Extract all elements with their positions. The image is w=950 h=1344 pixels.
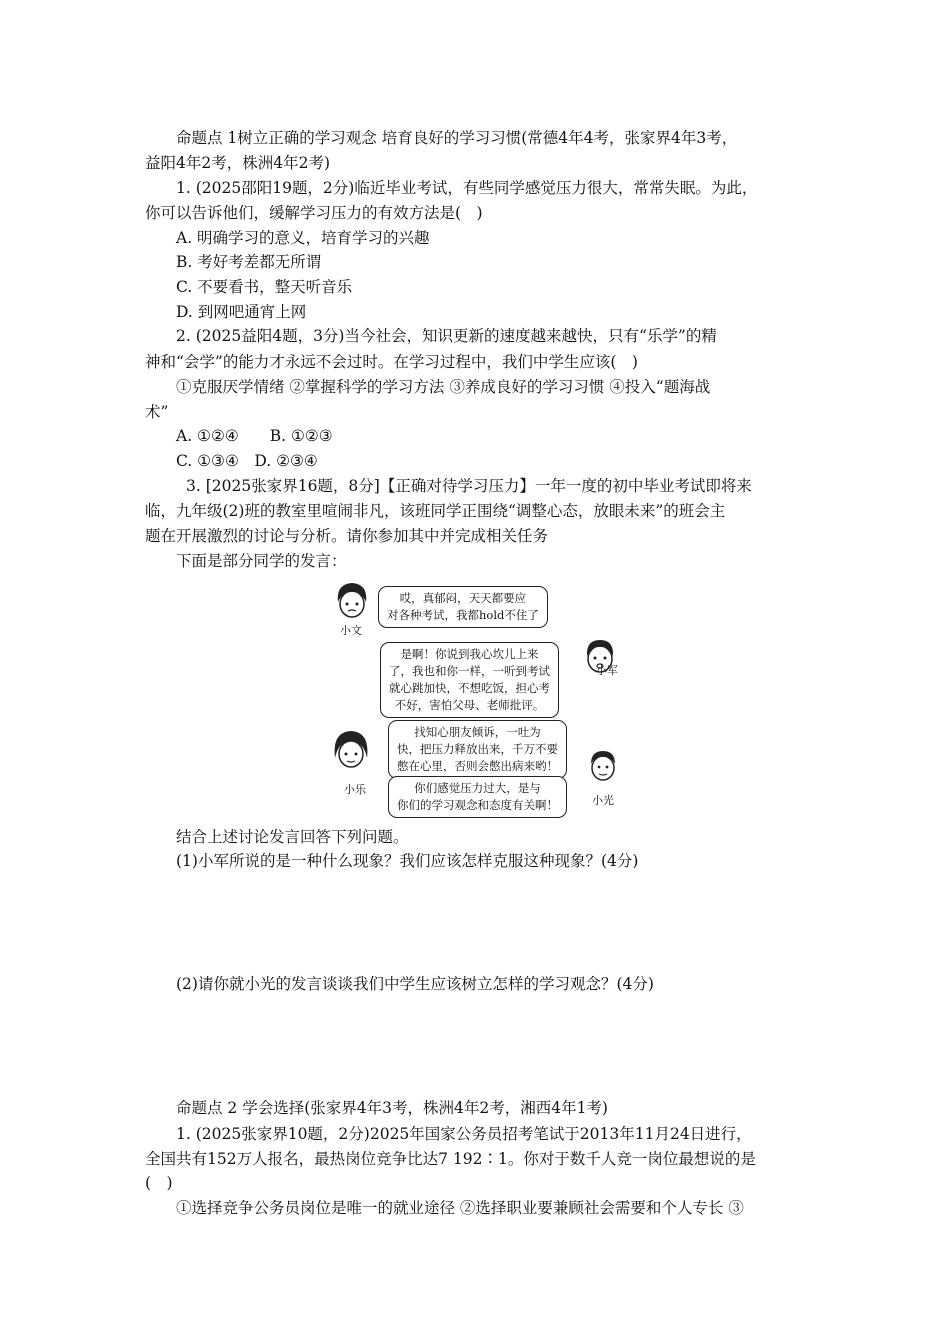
bubble3-line3: 憋在心里，否则会憋出病来哟！ [397, 759, 558, 773]
speech-bubble-xiaole [388, 720, 567, 779]
bubble3-line1: 找知心朋友倾诉，一吐为 [414, 725, 541, 739]
q3-stem-line1: 3. [2025张家界16题，8分]【正确对待学习压力】一年一度的初中毕业考试即将来 [186, 477, 752, 495]
q1-stem-line2: 你可以告诉他们，缓解学习压力的有效方法是( ) [145, 204, 483, 222]
q1-option-a: A. 明确学习的意义，培育学习的兴趣 [176, 229, 430, 247]
speech-bubble-xiaoguang [388, 776, 567, 818]
name-xiaole: 小乐 [344, 783, 366, 796]
bubble2-line4: 不好，害怕父母、老师批评。 [394, 698, 545, 712]
section1-heading-line2: 益阳4年2考，株洲4年2考) [145, 154, 330, 172]
student-xiaoguang-icon [586, 748, 620, 784]
bubble4-line2: 你们的学习观念和态度有关啊！ [397, 798, 558, 812]
name-xiaoguang: 小光 [592, 794, 614, 807]
q2-stem-line2: 神和“会学”的能力才永远不会过时。在学习过程中，我们中学生应该( ) [145, 353, 638, 371]
q2-stem-line1: 2. (2025益阳4题，3分)当今社会，知识更新的速度越来越快，只有“乐学”的精 [176, 327, 717, 345]
discussion-figure [330, 578, 620, 814]
q1-option-b: B. 考好考差都无所谓 [176, 253, 322, 271]
q1-option-d: D. 到网吧通宵上网 [176, 303, 307, 321]
name-xiaojun: 小军 [596, 664, 618, 677]
q3-stem-line3: 题在开展激烈的讨论与分析。请你参加其中并完成相关任务 [145, 527, 549, 545]
name-xiaowen: 小文 [340, 624, 362, 637]
speech-bubble-xiaowen [378, 586, 548, 628]
bubble1-line1: 哎，真郁闷，天天都要应 [399, 591, 527, 605]
speech-bubble-xiaojun [380, 642, 559, 718]
q4-items-line1: ①选择竞争公务员岗位是唯一的就业途径 ②选择职业要兼顾社会需要和个人专长 ③ [176, 1199, 744, 1217]
q2-items-line1: ①克服厌学情绪 ②掌握科学的学习方法 ③养成良好的学习习惯 ④投入“题海战 [176, 378, 711, 396]
bubble4-line1: 你们感觉压力过大，是与 [414, 781, 541, 795]
q1-option-c: C. 不要看书，整天听音乐 [176, 278, 353, 296]
q2-options-line1: A. ①②④ B. ①②③ [176, 427, 333, 445]
q4-stem-line3: ( ) [145, 1174, 173, 1192]
student-xiaowen-icon [332, 580, 372, 620]
q3-after-figure: 结合上述讨论发言回答下列问题。 [176, 828, 409, 846]
bubble2-line1: 是啊！你说到我心坎儿上来 [400, 647, 539, 661]
q3-intro: 下面是部分同学的发言： [176, 552, 347, 570]
section1-heading-line1: 命题点 1树立正确的学习观念 培育良好的学习习惯(常德4年4考，张家界4年3考， [176, 129, 738, 147]
bubble2-line2: 了，我也和你一样，一听到考试 [389, 664, 550, 678]
student-xiaole-icon [330, 728, 372, 772]
q3-sub2: (2)请你就小光的发言谈谈我们中学生应该树立怎样的学习观念？(4分) [176, 975, 654, 993]
section2-heading: 命题点 2 学会选择(张家界4年3考，株洲4年2考，湘西4年1考) [176, 1099, 608, 1117]
bubble3-line2: 快，把压力释放出来，千万不要 [397, 742, 558, 756]
q1-stem-line1: 1. (2025邵阳19题，2分)临近毕业考试，有些同学感觉压力很大，常常失眠。为此， [176, 179, 758, 197]
q4-stem-line1: 1. (2025张家界10题，2分)2025年国家公务员招考笔试于2013年11月24日进行， [176, 1125, 752, 1143]
q3-sub1: (1)小军所说的是一种什么现象？我们应该怎样克服这种现象？(4分) [176, 852, 639, 870]
bubble2-line3: 就心跳加快，不想吃饭，担心考 [389, 681, 550, 695]
q4-stem-line2: 全国共有152万人报名，最热岗位竞争比达7 192∶1。你对于数千人竞一岗位最想说的是 [145, 1150, 756, 1168]
q2-options-line2: C. ①③④ D. ②③④ [176, 452, 318, 470]
q3-stem-line2: 临，九年级(2)班的教室里喧闹非凡，该班同学正围绕“调整心态，放眼未来”的班会主 [145, 502, 726, 520]
q2-items-line2: 术” [145, 403, 169, 421]
bubble1-line2: 对各种考试，我都hold不住了 [387, 608, 539, 622]
